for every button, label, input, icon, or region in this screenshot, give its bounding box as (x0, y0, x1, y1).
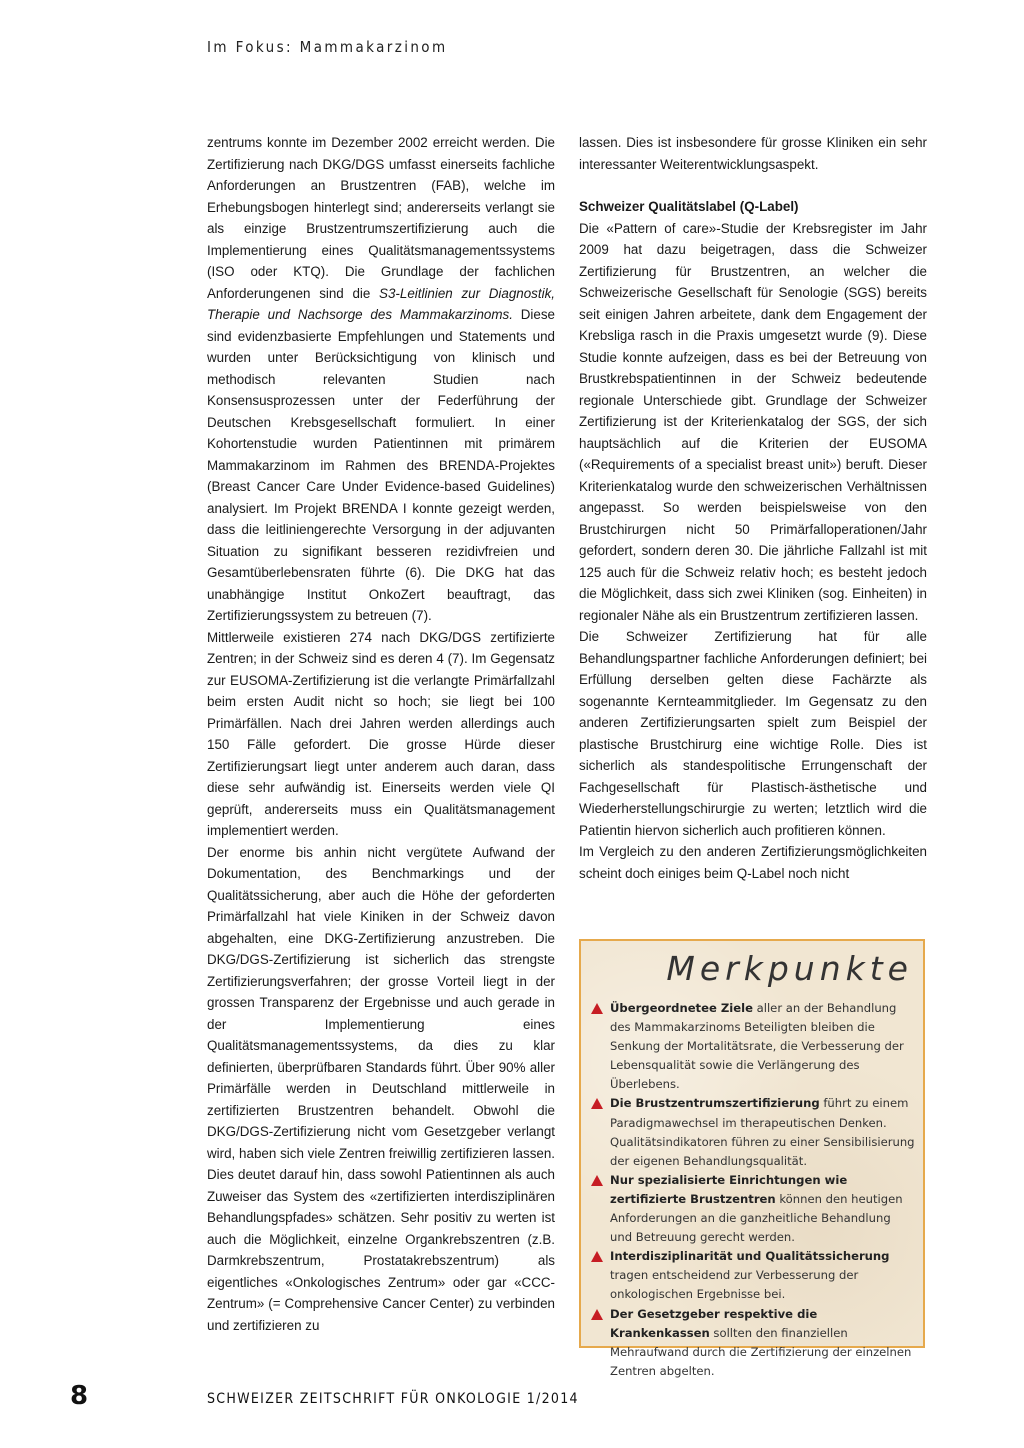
item-text: sollten den finanziellen Mehraufwand durch die Zertifizierung der einzelnen Zentren abgelten. (610, 1325, 912, 1378)
item-lead: Interdisziplinarität und Qualitätssicherung (610, 1249, 890, 1264)
list-item (589, 1094, 915, 1170)
triangle-bullet-icon (591, 1175, 603, 1186)
triangle-bullet-icon (591, 1003, 603, 1014)
list-item (589, 1247, 915, 1304)
paragraph: Mittlerweile existieren 274 nach DKG/DGS zertifizierte Zentren; in der Schweiz sind es deren 4 (7). Im Gegensatz zur EUSOMA-Zertifizierung ist die verlangte Primärfallzahl beim ersten Audit nicht so hoch; sie liegt bei 100 Primärfällen. Nach drei Jahren werden allerdings auch 150 Fälle gefordert. Die grosse Hürde dieser Zertifizierungsart liegt unter anderem auch daran, dass diese sehr aufwändig ist. Einerseits werden viele QI geprüft, andererseits muss ein Qualitätsmanagement implementiert werden. (207, 629, 555, 838)
paragraph: Der enorme bis anhin nicht vergütete Aufwand der Dokumentation, des Benchmarkings und der Qualitätssicherung, aber auch die Höhe der geforderten Primärfallzahl hat viele Kiniken in der Schweiz davon abgehalten, eine DKG-Zertifizierung anzustreben. Die DKG/DGS-Zertifizierung ist sicherlich das strengste Zertifizierungsverfahren; der grosse Vorteil liegt in der grossen Transparenz der Ergebnisse und auch gerade in der Implementierung eines Qualitätsmanagementssystems, da dies zu klar definierten, überprüfbaren Standards führt. Über 90% aller Primärfälle werden in Deutschland mittlerweile in zertifizierten Brustzentren behandelt. Obwohl die DKG/DGS-Zertifizierung nicht vom Gesetzgeber verlangt wird, haben sich viele Zentren freiwillig zertifizieren lassen. Dies deutet darauf hin, dass sowohl Patientinnen als auch Zuweiser das System des «zertifizierten interdisziplinären Behandlungspfades» schätzen. Sehr positiv zu werten ist auch die Möglichkeit, einzelne Organkrebszentren (z.B. Darmkrebszentrum, Prostatakrebszentrum) als eigentliches «Onkologisches Zentrum» oder gar «CCC-Zentrum» (= Comprehensive Cancer Center) zu verbinden und zertifizieren zu (207, 844, 555, 1333)
triangle-bullet-icon (591, 1309, 603, 1320)
guideline-title: S3-Leitlinien zur Diagnostik, Therapie und Nachsorge des Mammakarzinoms. (207, 285, 555, 322)
paragraph: Die Schweizer Zertifizierung hat für alle Behandlungspartner fachliche Anforderungen definiert; bei Erfüllung derselben gelten diese Fachärzte als sogenannte Kernteammitglieder. Im Gegensatz zu den anderen Zertifizierungsarten spielt zum Beispiel der plastische Brustchirurg eine wichtige Rolle. Dies ist sicherlich als standespolitische Errungenschaft der Fachgesellschaft für Plastisch-ästhetische und Wiederherstellungschirurgie zu werten; letztlich wird die Patientin hiervon sicherlich auch profitieren können. (579, 629, 927, 838)
merkpunkte-title: Merkpunkte (666, 949, 913, 988)
left-column (207, 132, 555, 1336)
item-lead: Übergeordnetee Ziele (610, 1001, 753, 1015)
item-lead: Die Brustzentrumszertifizierung (610, 1096, 820, 1111)
item-lead: Der Gesetzgeber respektive die Krankenkassen (610, 1306, 818, 1340)
item-text: tragen entscheidend zur Verbesserung der onkologischen Ergebnisse bei. (610, 1268, 859, 1302)
list-item (589, 999, 915, 1094)
paragraph (207, 132, 555, 627)
triangle-bullet-icon (591, 1098, 603, 1109)
section-heading: Schweizer Qualitätslabel (Q-Label) (579, 199, 799, 214)
paragraph: Im Vergleich zu den anderen Zertifizierungsmöglichkeiten scheint doch einiges beim Q-Label noch nicht (579, 844, 927, 881)
paragraph: Die «Pattern of care»-Studie der Krebsregister im Jahr 2009 hat dazu beigetragen, dass die Schweizer Zertifizierung für Brustzentren, an welcher die Schweizerische Gesellschaft für Senologie (SGS) bereits seit einigen Jahren arbeitete, dank dem Engagement der Krebsliga rasch in die Praxis umgesetzt wurde (9). Diese Studie konnte aufzeigen, dass es bei der Betreuung von Brustkrebspatientinnen in der Schweiz bedeutende regionale Unterschiede gibt. Grundlage der Schweizer Zertifizierung ist der Kriterienkatalog der SGS, der sich hauptsächlich auf die Kriterien der EUSOMA («Requirements of a specialist breast unit») beruft. Dieser Kriterienkatalog wurde den schweizerischen Verhältnissen angepasst. So werden beispielsweise von den Brustchirurgen nicht 50 Primärfalloperationen/Jahr gefordert, sondern deren 30. Die jährliche Fallzahl ist mit 125 auch für die Schweiz relativ hoch; es besteht jedoch die Möglichkeit, dass sich zwei Kliniken (sog. Einheiten) in regionaler Nähe als ein Brustzentrum zertifizieren lassen. (579, 220, 927, 623)
item-lead: Nur spezialisierte Einrichtungen wie zertifizierte Brustzentren (610, 1172, 848, 1206)
item-text: können den heutigen Anforderungen an die ganzheitliche Behandlung und Betreuung gerecht werden. (610, 1191, 903, 1245)
running-header: Im Fokus: Mammakarzinom (207, 38, 448, 56)
merkpunkte-box (579, 939, 925, 1378)
list-item (589, 1305, 915, 1381)
list-item (589, 1171, 915, 1247)
item-text: aller an der Behandlung des Mammakarzinoms Beteiligten bleiben die Senkung der Mortalitätsrate, die Verbesserung der Lebensqualität sowie die Verlängerung des Überlebens. (610, 1001, 904, 1092)
triangle-bullet-icon (591, 1251, 603, 1262)
merkpunkte-list (589, 999, 915, 1381)
page-number: 8 (70, 1381, 89, 1411)
paragraph-text: zentrums konnte im Dezember 2002 erreicht werden. Die Zertifizierung nach DKG/DGS umfasst einerseits fachliche Anforderungen an Brustzentren (FAB), welche im Erhebungsbogen hinterlegt sind; andererseits verlangt sie als einzige Brustzentrumszertifizierung auch die Implementierung eines Qualitätsmanagementssystems (ISO oder KTQ). Die Grundlage der fachlichen Anforderungenen sind die (207, 135, 555, 301)
paragraph-text: Diese sind evidenzbasierte Empfehlungen und Statements und wurden unter Berücksichtigung von klinisch und methodisch relevanten Studien nach Konsensusprozessen unter der Federführung der Deutschen Krebsgesellschaft formuliert. In einer Kohortenstudie wurden Patientinnen mit primärem Mammakarzinom im Rahmen des BRENDA-Projektes (Breast Cancer Care Under Evidence-based Guidelines) analysiert. Im Projekt BRENDA I konnte gezeigt werden, dass die leitliniengerechte Versorgung in der adjuvanten Situation zu signifikant besseren rezidivfreien und Gesamtüberlebensraten führte (6). Die DKG hat das unabhängige Institut OnkoZert beauftragt, das Zertifizierungssystem zu betreuen (7). (207, 307, 555, 623)
right-column (579, 132, 927, 884)
item-text: führt zu einem Paradigmawechsel im therapeutischen Denken. Qualitätsindikatoren führen zu einer Sensibilisierung der eigenen Behandlungsqualität. (610, 1096, 915, 1168)
journal-footer: SCHWEIZER ZEITSCHRIFT FÜR ONKOLOGIE 1/2014 (207, 1391, 579, 1407)
paragraph: lassen. Dies ist insbesondere für grosse Kliniken ein sehr interessanter Weiterentwicklungsaspekt. (579, 135, 927, 172)
